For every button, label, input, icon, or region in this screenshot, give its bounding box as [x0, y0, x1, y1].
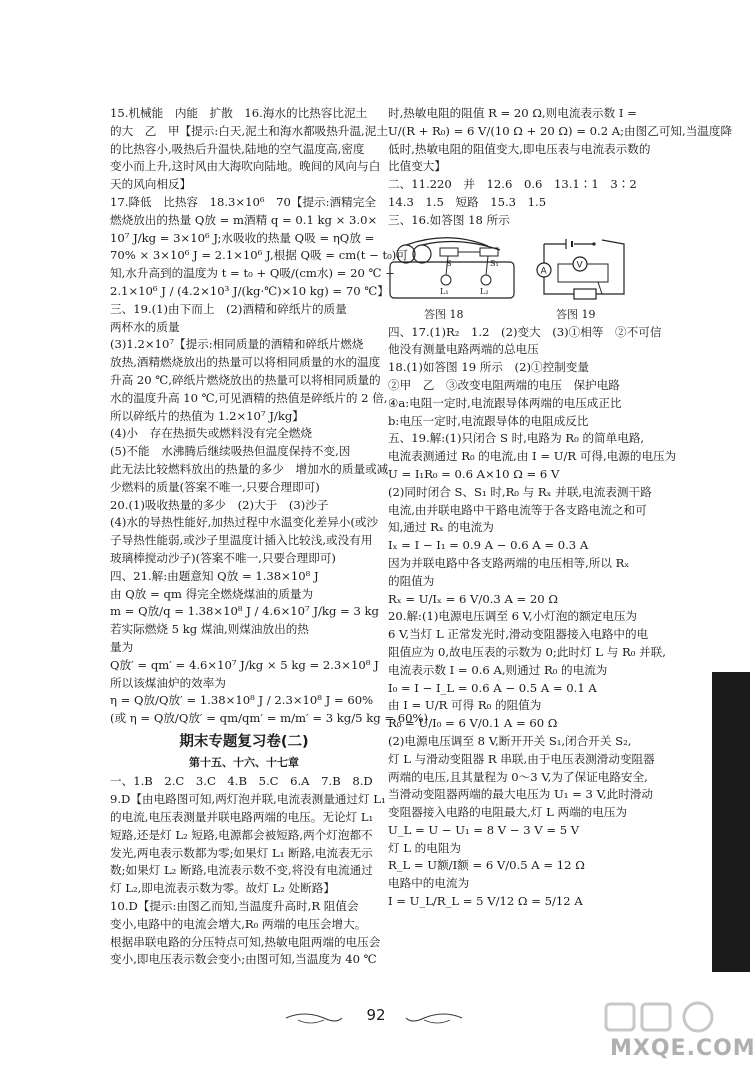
text-line: 子导热性能弱,或沙子里温度计插入比较浅,或没有用	[110, 533, 373, 548]
answer-block-experiments	[388, 324, 677, 911]
text-line: 低时,热敏电阻的阻值变大,即电压表与电流表示数的	[388, 141, 651, 156]
text-line: 20.解:(1)电源电压调至 6 V,小灯泡的额定电压为	[388, 609, 638, 624]
text-line: 10.D【提示:由图乙而知,当温度升高时,R 阻值会	[110, 899, 359, 914]
circuit-figure-19	[536, 236, 632, 300]
text-line: R_L = U额/I额 = 6 V/0.5 A = 12 Ω	[388, 858, 585, 873]
text-line: 知,通过 Rₓ 的电流为	[388, 520, 494, 535]
text-line: Rₓ = U/Iₓ = 6 V/0.3 A = 20 Ω	[388, 591, 558, 606]
text-line: 变小而上升,这时风由大海吹向陆地。晚间的风向与白	[110, 159, 381, 174]
right-ornament-icon	[404, 1008, 464, 1028]
text-line: 此无法比较燃料放出的热量的多少 增加水的质量或减	[110, 461, 389, 476]
text-line: 知,水升高到的温度为 t = t₀ + Q吸/(cm水) = 20 ℃ +	[110, 266, 395, 281]
text-line: 因为并联电路中各支路两端的电压相等,所以 Rₓ	[388, 555, 630, 570]
text-line: Q放′ = qm′ = 4.6×10⁷ J/kg × 5 kg = 2.3×10⁸ J	[110, 657, 379, 672]
text-line: 比值变大】	[388, 159, 446, 174]
text-line: 五、19.解:(1)只闭合 S 时,电路为 R₀ 的简单电路,	[388, 431, 645, 446]
circuit-figure-18	[388, 232, 516, 302]
text-line: 当滑动变阻器两端的最大电压为 U₁ = 3 V,此时滑动	[388, 787, 653, 802]
text-line: 70% × 3×10⁶ J = 2.1×10⁶ J,根据 Q吸 = cm(t − t₀)可	[110, 248, 408, 263]
text-line: 若实际燃烧 5 kg 煤油,则煤油放出的热	[110, 622, 309, 637]
answer-block-continued	[388, 105, 733, 230]
section-title: 期末专题复习卷(二)	[179, 733, 309, 750]
ammeter-label: A	[540, 266, 547, 277]
text-line: b:电压一定时,电流跟导体的电阻成反比	[388, 413, 589, 428]
text-line: 17.降低 比热容 18.3×10⁶ 70【提示:酒精完全	[110, 194, 376, 209]
text-line: 所以碎纸片的热值为 1.2×10⁷ J/kg】	[110, 408, 304, 423]
text-line: 变小,即电压表示数会变小;由图可知,当温度为 40 ℃	[110, 952, 377, 967]
fig18-label-l2: L₂	[480, 286, 489, 296]
text-line: 所以该煤油炉的效率为	[110, 675, 226, 690]
section-subtitle: 第十五、十六、十七章	[189, 755, 299, 769]
voltmeter-label: V	[576, 260, 583, 271]
text-line: 阻值应为 0,故电压表的示数为 0;此时灯 L 与 R₀ 并联,	[388, 644, 666, 659]
left-ornament-icon	[284, 1008, 344, 1028]
text-line: η = Q放/Q放′ = 1.38×10⁸ J / 2.3×10⁸ J = 60%	[110, 693, 374, 708]
page-number: 92	[366, 1006, 386, 1024]
text-line: (3)1.2×10⁷【提示:相同质量的酒精和碎纸片燃烧	[110, 337, 364, 352]
text-line: 电流表示数 I = 0.6 A,则通过 R₀ 的电流为	[388, 662, 608, 677]
text-line: 两杯水的质量	[110, 319, 180, 334]
text-line: 灯 L₂,即电流表示数为零。故灯 L₂ 处断路】	[110, 881, 335, 896]
figure-19-caption: 答图 19	[556, 307, 596, 321]
text-line: 他没有测量电路两端的总电压	[388, 342, 539, 357]
text-line: 由 I = U/R 可得 R₀ 的阻值为	[388, 698, 542, 713]
text-line: 15.机械能 内能 扩散 16.海水的比热容比泥土	[110, 106, 368, 120]
text-line: I₀ = I − I_L = 0.6 A − 0.5 A = 0.1 A	[388, 680, 597, 695]
fig18-label-l1: L₁	[440, 286, 449, 296]
text-line: 量为	[110, 639, 134, 654]
text-line: 两端的电压,且其量程为 0～3 V,为了保证电路安全,	[388, 769, 648, 784]
text-line: 灯 L 与滑动变阻器 R 串联,由于电压表测滑动变阻器	[388, 751, 655, 766]
text-line: 10⁷ J/kg = 3×10⁶ J;水吸收的热量 Q吸 = ηQ放 =	[110, 230, 375, 245]
text-line: 数;如果灯 L₂ 断路,电流表示数不变,将没有电流通过	[110, 863, 373, 878]
page-edge-tab	[712, 672, 750, 972]
text-line: 放热,酒精燃烧放出的热量可以将相同质量的水的温度	[110, 355, 381, 370]
text-line: ②甲 乙 ③改变电阻两端的电压 保护电路	[388, 377, 620, 392]
text-line: 的比热容小,吸热后升温快,陆地的空气温度高,密度	[110, 141, 365, 156]
text-line: (或 η = Q放/Q放′ = qm/qm′ = m/m′ = 3 kg/5 kg = 60%)	[110, 711, 429, 726]
text-line: 变小,电路中的电流会增大,R₀ 两端的电压会增大。	[110, 916, 367, 931]
text-line: (4)水的导热性能好,加热过程中水温变化差异小(或沙	[110, 515, 379, 530]
text-line: 天的风向相反】	[110, 177, 192, 192]
fig18-label-s1: S₁	[490, 258, 499, 268]
text-line: m = Q放/q = 1.38×10⁸ J / 4.6×10⁷ J/kg = 3 kg	[110, 604, 379, 619]
text-line: 的电流,电压表测量并联电路两端的电压。无论灯 L₁	[110, 810, 374, 825]
figures-row	[388, 232, 644, 324]
text-line: 电流,由并联电路中干路电流等于各支路电流之和可	[388, 502, 647, 517]
text-line: 少燃料的质量(答案不唯一,只要合理即可)	[110, 479, 320, 494]
text-line: 根据串联电路的分压特点可知,热敏电阻两端的电压会	[110, 934, 381, 949]
text-line: 电流表测通过 R₀ 的电流,由 I = U/R 可得,电源的电压为	[388, 449, 677, 464]
text-line: 短路,还是灯 L₂ 短路,电源都会被短路,两个灯泡都不	[110, 827, 373, 842]
text-line: 时,热敏电阻的阻值 R = 20 Ω,则电流表示数 I =	[388, 106, 637, 120]
text-line: 6 V,当灯 L 正常发光时,滑动变阻器接入电路中的电	[388, 627, 649, 642]
text-line: U_L = U − U₁ = 8 V − 3 V = 5 V	[388, 822, 580, 837]
text-line: 玻璃棒搅动沙子)(答案不唯一,只要合理即可)	[110, 550, 336, 565]
text-line: 水的温度升高 10 ℃,可见酒精的热值是碎纸片的 2 倍,	[110, 390, 388, 405]
text-line: 燃烧放出的热量 Q放 = m酒精 q = 0.1 kg × 3.0×	[110, 212, 378, 227]
text-line: 升高 20 ℃,碎纸片燃烧放出的热量可以将相同质量的	[110, 372, 381, 387]
text-line: 18.(1)如答图 19 所示 (2)①控制变量	[388, 360, 589, 375]
text-line: 四、17.(1)R₂ 1.2 (2)变大 (3)①相等 ②不可信	[388, 324, 662, 339]
text-line: Iₓ = I − I₁ = 0.9 A − 0.6 A = 0.3 A	[388, 538, 589, 553]
text-line: 2.1×10⁶ J / (4.2×10³ J/(kg·℃)×10 kg) = 70 ℃】	[110, 283, 389, 298]
fig18-label-s: S	[446, 258, 452, 268]
text-line: 20.(1)吸收热量的多少 (2)大于 (3)沙子	[110, 497, 329, 512]
text-line: U/(R + R₀) = 6 V/(10 Ω + 20 Ω) = 0.2 A;由图乙可知,当温度降	[388, 123, 733, 138]
text-line: I = U_L/R_L = 5 V/12 Ω = 5/12 A	[388, 894, 583, 909]
text-line: R₀ = U/I₀ = 6 V/0.1 A = 60 Ω	[388, 716, 558, 731]
text-line: 三、16.如答图 18 所示	[388, 212, 510, 227]
text-line: 的阻值为	[388, 573, 435, 588]
text-line: 9.D【由电路图可知,两灯泡并联,电流表测量通过灯 L₁	[110, 792, 386, 807]
figure-18-caption: 答图 18	[424, 307, 464, 321]
text-line: 灯 L 的电阻为	[388, 840, 462, 855]
text-line: 三、19.(1)由下而上 (2)酒精和碎纸片的质量	[110, 301, 347, 316]
text-line: (4)小 存在热损失或燃料没有完全燃烧	[110, 426, 312, 441]
text-line: 一、1.B 2.C 3.C 4.B 5.C 6.A 7.B 8.D	[110, 774, 373, 789]
text-line: (5)不能 水沸腾后继续吸热但温度保持不变,因	[110, 444, 351, 459]
text-line: (2)同时闭合 S、S₁ 时,R₀ 与 Rₓ 并联,电流表测干路	[388, 484, 652, 499]
text-line: ④a:电阻一定时,电流跟导体两端的电压成正比	[388, 395, 622, 410]
watermark-text: MXQE.COM	[610, 1036, 756, 1061]
text-line: U = I₁R₀ = 0.6 A×10 Ω = 6 V	[388, 466, 560, 481]
text-line: 由 Q放 = qm 得完全燃烧煤油的质量为	[110, 586, 314, 601]
answer-block-circuits	[110, 773, 386, 969]
text-line: 四、21.解:由题意知 Q放 = 1.38×10⁸ J	[110, 568, 319, 583]
text-line: (2)电源电压调至 8 V,断开开关 S₁,闭合开关 S₂,	[388, 733, 632, 748]
text-line: 二、11.220 并 12.6 0.6 13.1∶1 3∶2	[388, 177, 637, 192]
text-line: 电路中的电流为	[388, 876, 470, 891]
text-line: 的大 乙 甲【提示:白天,泥土和海水都吸热升温,泥土	[110, 123, 388, 138]
text-line: 发光,两电表示数都为零;如果灯 L₁ 断路,电流表无示	[110, 845, 373, 860]
text-line: 变阻器接入电路的电阻最大,灯 L 两端的电压为	[388, 805, 628, 820]
text-line: 14.3 1.5 短路 15.3 1.5	[388, 194, 547, 209]
right-column	[388, 105, 733, 911]
